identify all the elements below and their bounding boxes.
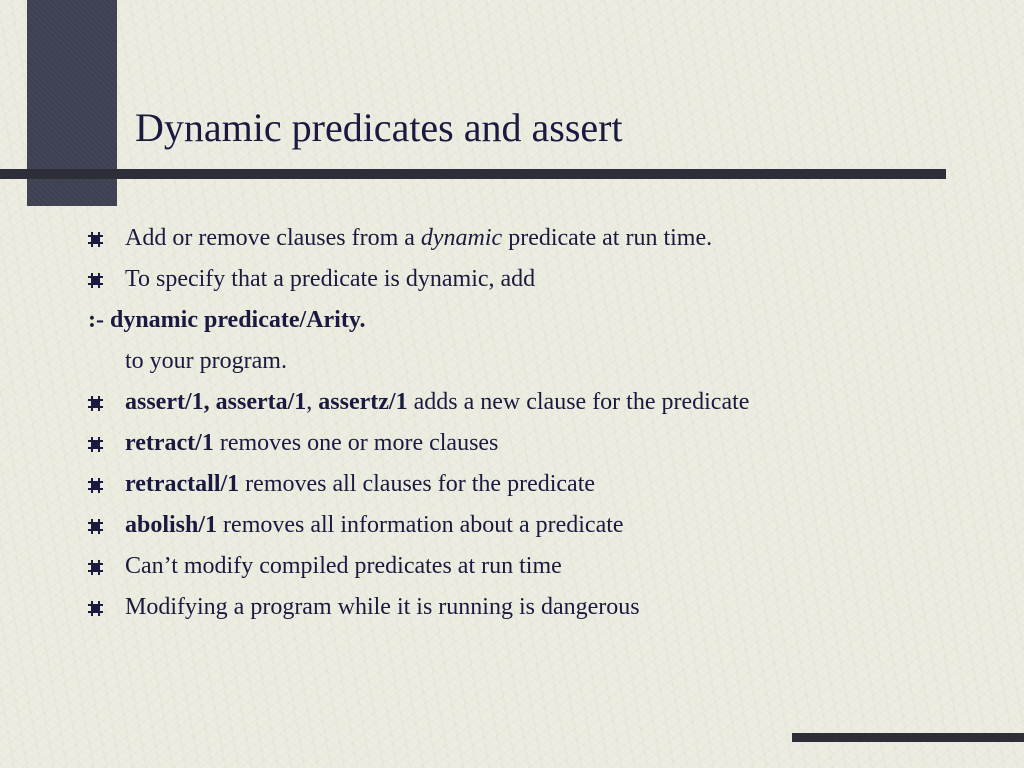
hash-bullet-icon: [88, 478, 103, 493]
line-text: [88, 300, 366, 341]
line-text: [125, 505, 624, 546]
text-run: Can’t modify compiled predicates at run time: [125, 553, 562, 579]
text-run: ,: [306, 389, 319, 415]
text-run: to your program.: [125, 348, 287, 374]
code-term: retractall/1: [125, 471, 240, 497]
title-divider-rule: [0, 169, 946, 179]
line-text: [125, 546, 562, 587]
hash-bullet-icon: [88, 437, 103, 452]
text-run: removes one or more clauses: [213, 430, 499, 456]
code-term: retract/1: [125, 430, 214, 456]
text-run: adds a new clause for the predicate: [407, 389, 750, 415]
hash-bullet-icon: [88, 232, 103, 247]
text-run: removes all information about a predicate: [217, 512, 624, 538]
line-text: [125, 423, 498, 464]
line-text: [125, 464, 595, 505]
line-text: [125, 259, 535, 300]
text-run: predicate at run time.: [502, 225, 713, 251]
hash-bullet-icon: [88, 560, 103, 575]
text-run: removes all clauses for the predicate: [239, 471, 596, 497]
hash-bullet-icon: [88, 519, 103, 534]
emphasis-text: dynamic: [420, 225, 503, 251]
code-term: abolish/1: [125, 512, 218, 538]
footer-divider-rule: [792, 733, 1024, 742]
hash-bullet-icon: [88, 396, 103, 411]
code-term: :- dynamic predicate/Arity.: [88, 307, 366, 333]
slide-title: Dynamic predicates and assert: [135, 105, 623, 150]
hash-bullet-icon: [88, 273, 103, 288]
line-text: [125, 218, 712, 259]
code-term: assert/1, asserta/1: [125, 389, 307, 415]
text-run: Modifying a program while it is running is dangerous: [125, 594, 640, 620]
line-text: [125, 341, 287, 382]
hash-bullet-icon: [88, 601, 103, 616]
line-text: [125, 382, 749, 423]
line-text: [125, 587, 640, 628]
text-run: To specify that a predicate is dynamic, add: [125, 266, 536, 292]
code-term: assertz/1: [318, 389, 408, 415]
text-run: Add or remove clauses from a: [125, 225, 421, 251]
